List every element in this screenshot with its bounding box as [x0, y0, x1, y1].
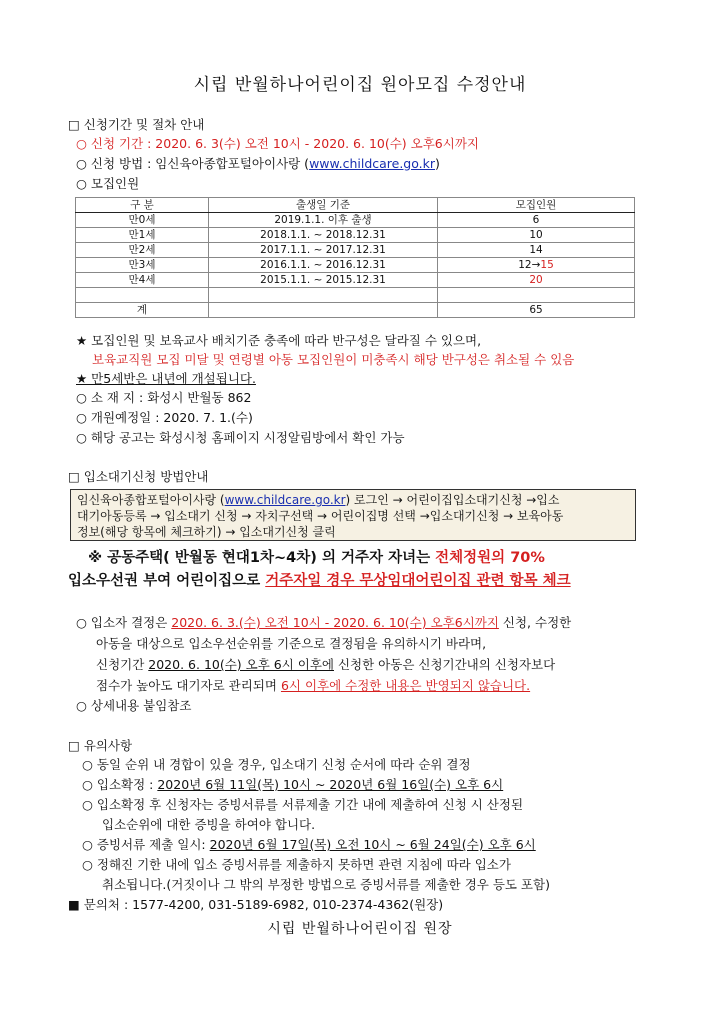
procedure-line-1 [77, 492, 629, 508]
row-birth: 2016.1.1. ~ 2016.12.31 [209, 258, 438, 273]
caution-docs: ○ 입소확정 후 신청자는 증빙서류를 서류제출 기간 내에 제출하여 신청 시 산정된 [82, 797, 524, 812]
decision-text: 신청, 수정한 [498, 615, 572, 630]
notice-location: ○ 해당 공고는 화성시청 홈페이지 시정알림방에서 확인 가능 [76, 430, 405, 445]
row-birth: 2019.1.1. 이후 출생 [209, 213, 438, 228]
table-row [76, 288, 635, 303]
childcare-link[interactable]: www.childcare.go.kr [224, 493, 346, 507]
procedure-line-3: 정보(해당 항목에 체크하기) → 입소대기신청 클릭 [77, 525, 336, 539]
total-empty [209, 303, 438, 318]
page-title: 시립 반월하나어린이집 원아모집 수정안내 [193, 75, 527, 95]
row-class [76, 288, 209, 303]
note-class-cancel: 보육교직원 모집 미달 및 연령별 아동 모집인원이 미충족시 해당 반구성은 취소될 수 있음 [92, 352, 575, 367]
col-class: 구 분 [76, 198, 209, 213]
row-class: 만1세 [76, 228, 209, 243]
submit-period: 2020년 6월 17일(목) 오전 10시 ~ 6월 24일(수) 오후 6시 [209, 837, 536, 852]
recruit-table [75, 197, 635, 318]
row-class: 만4세 [76, 273, 209, 288]
decision-text: 신청기간 [96, 657, 149, 672]
table-total-row [76, 303, 635, 318]
row-birth: 2018.1.1. ~ 2018.12.31 [209, 228, 438, 243]
priority-text: ※ 공동주택( 반월동 현대1차~4차) 의 거주자 자녀는 [88, 550, 436, 566]
caution-deadline: ○ 정해진 기한 내에 입소 증빙서류를 제출하지 못하면 관련 지침에 따라 입소가 [82, 857, 511, 872]
row-birth [209, 288, 438, 303]
caution-submit [82, 836, 536, 854]
section-application-heading: □ 신청기간 및 절차 안내 [68, 117, 205, 132]
address: ○ 소 재 지 : 화성시 반월동 862 [76, 390, 252, 405]
row-class: 만3세 [76, 258, 209, 273]
recruit-label: ○ 모집인원 [76, 176, 140, 191]
section-waiting-heading: □ 입소대기신청 방법안내 [68, 469, 209, 484]
caution-rank: ○ 동일 순위 내 경합이 있을 경우, 입소대기 신청 순서에 따라 순위 결정 [82, 757, 471, 772]
total-label: 계 [76, 303, 209, 318]
method-text: ○ 신청 방법 : 임신육아종합포털아이사랑 ( [76, 156, 310, 171]
row-count: 10 [438, 228, 635, 243]
childcare-link[interactable]: www.childcare.go.kr [309, 156, 436, 171]
priority-check: 거주자일 경우 무상임대어린이집 관련 항목 체크 [265, 573, 571, 589]
note-class-composition: ★ 모집인원 및 보육교사 배치기준 충족에 따라 반구성은 달라질 수 있으며, [76, 333, 482, 348]
caution-deadline-2: 취소됩니다.(거짓이나 그 밖의 부정한 방법으로 증빙서류를 제출한 경우 등도 포함) [102, 877, 550, 892]
table-row [76, 243, 635, 258]
row-class: 만2세 [76, 243, 209, 258]
caution-text: ○ 증빙서류 제출 일시: [82, 837, 210, 852]
row-count [438, 288, 635, 303]
decision-line-3 [96, 656, 555, 674]
row-count: 6 [438, 213, 635, 228]
row-count [438, 258, 635, 273]
row-count: 14 [438, 243, 635, 258]
procedure-text: 임신육아종합포털아이사랑 ( [77, 493, 225, 507]
decision-text: ○ 입소자 결정은 [76, 615, 172, 630]
procedure-line-2: 대기아동등록 → 입소대기 신청 → 자치구선택 → 어린이집명 선택 →입소대기신청 → 보육아동 [77, 509, 564, 523]
total-count: 65 [438, 303, 635, 318]
row-count-new: 15 [540, 259, 554, 271]
note-age5: ★ 만5세반은 내년에 개설됩니다. [76, 371, 256, 386]
decision-line-4 [96, 677, 530, 695]
row-class: 만0세 [76, 213, 209, 228]
decision-line-2: 아동을 대상으로 입소우선순위를 기준으로 결정됨을 유의하시기 바라며, [96, 636, 487, 651]
signature: 시립 반월하나어린이집 원장 [267, 921, 453, 937]
procedure-text: ) 로그인 → 어린이집입소대기신청 →입소 [345, 493, 560, 507]
table-row [76, 213, 635, 228]
decision-text: 신청한 아동은 신청기간내의 신청자보다 [334, 657, 556, 672]
priority-note-2 [68, 572, 571, 590]
method-suffix: ) [435, 156, 440, 171]
waiting-procedure-box [70, 489, 636, 541]
table-row [76, 273, 635, 288]
opening-date: ○ 개원예정일 : 2020. 7. 1.(수) [76, 410, 253, 425]
caution-text: ○ 입소확정 : [82, 777, 158, 792]
table-row [76, 228, 635, 243]
row-birth: 2017.1.1. ~ 2017.12.31 [209, 243, 438, 258]
col-count: 모집인원 [438, 198, 635, 213]
row-count: 20 [438, 273, 635, 288]
decision-deadline: 2020. 6. 10(수) 오후 6시 이후에 [148, 657, 334, 672]
decision-line-1 [76, 614, 571, 632]
decision-warning: 6시 이후에 수정한 내용은 반영되지 않습니다. [280, 678, 531, 693]
row-count-old: 12→ [518, 259, 541, 271]
section-caution-heading: □ 유의사항 [68, 738, 133, 753]
confirm-period: 2020년 6월 11일(목) 10시 ~ 2020년 6월 16일(수) 오후 6시 [157, 777, 504, 792]
col-birth: 출생일 기준 [209, 198, 438, 213]
caution-confirm [82, 776, 503, 794]
application-period: ○ 신청 기간 : 2020. 6. 3(수) 오전 10시 - 2020. 6. 10(수) 오후6시까지 [76, 136, 479, 151]
application-method [76, 155, 440, 173]
contact-info: ■ 문의처 : 1577-4200, 031-5189-6982, 010-2374-4362(원장) [68, 897, 444, 912]
decision-text: 점수가 높아도 대기자로 관리되며 [96, 678, 281, 693]
table-row [76, 258, 635, 273]
priority-percent: 전체정원의 70% [435, 550, 545, 566]
caution-docs-2: 입소순위에 대한 증빙을 하여야 합니다. [102, 817, 316, 832]
row-birth: 2015.1.1. ~ 2015.12.31 [209, 273, 438, 288]
decision-period: 2020. 6. 3.(수) 오전 10시 - 2020. 6. 10(수) 오후6시까지 [171, 615, 499, 630]
detail-reference: ○ 상세내용 붙임참조 [76, 698, 192, 713]
priority-text: 입소우선권 부여 어린이집으로 [68, 573, 266, 589]
priority-note-1 [88, 549, 545, 567]
table-header-row [76, 198, 635, 213]
